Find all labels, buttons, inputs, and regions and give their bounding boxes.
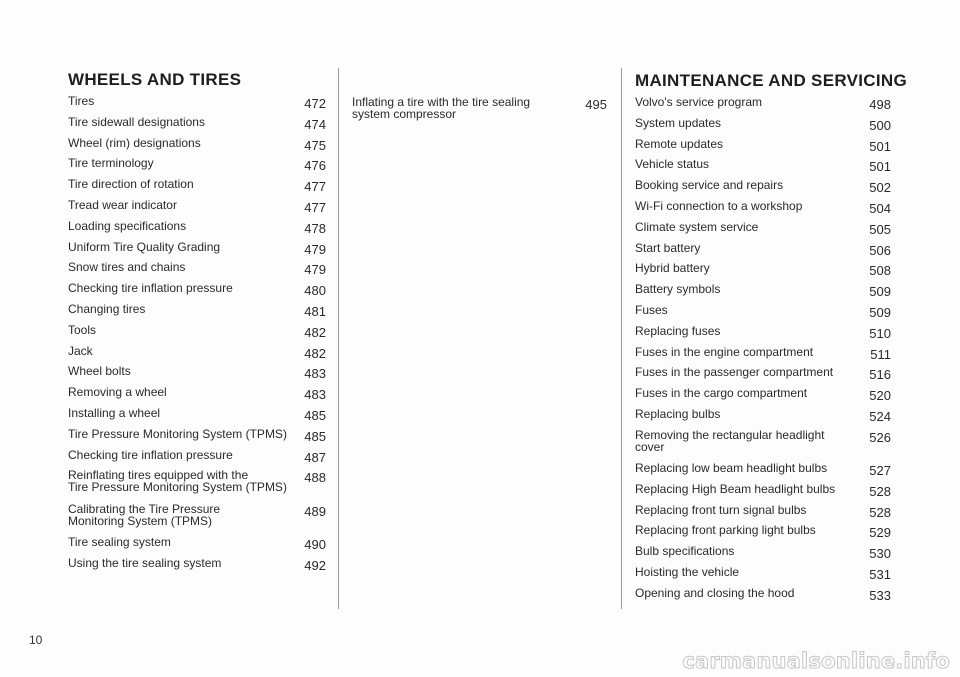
toc-entry-page: 481	[304, 303, 326, 319]
toc-entry-page: 478	[304, 220, 326, 236]
toc-entry-title: Replacing High Beam headlight bulbs	[635, 481, 836, 496]
toc-entry-page: 510	[869, 325, 891, 341]
toc-entry-title: System updates	[635, 115, 722, 130]
toc-entry-page: 530	[869, 546, 891, 562]
toc-entry[interactable]	[68, 469, 326, 502]
toc-entry-page: 495	[585, 97, 607, 112]
toc-entry[interactable]	[68, 220, 326, 241]
toc-entry-title: Vehicle status	[635, 157, 710, 172]
toc-entry-title: Snow tires and chains	[68, 260, 186, 275]
toc-entry-page: 533	[869, 587, 891, 603]
toc-entry-title: Hybrid battery	[635, 261, 710, 276]
toc-entry[interactable]	[68, 345, 326, 366]
toc-entry[interactable]	[635, 387, 891, 408]
toc-entry-title: Loading specifications	[68, 218, 187, 233]
toc-entry-title: Start battery	[635, 240, 701, 255]
toc-entry-page: 474	[304, 116, 326, 132]
toc-entry-page: 511	[870, 346, 891, 362]
toc-entry-title: Opening and closing the hood	[635, 585, 795, 600]
toc-entry-title: Checking tire inflation pressure	[68, 447, 233, 462]
toc-entry[interactable]	[68, 95, 326, 116]
toc-entry[interactable]	[68, 137, 326, 158]
toc-entry-title: Calibrating the Tire Pressure Monitoring System (TPMS)	[68, 501, 221, 528]
toc-entry-title: Fuses in the engine compartment	[635, 344, 814, 359]
toc-entry-title: Booking service and repairs	[635, 178, 784, 193]
toc-entry[interactable]	[68, 536, 326, 557]
toc-entry-title: Replacing low beam headlight bulbs	[635, 461, 828, 476]
toc-entry-title: Replacing front parking light bulbs	[635, 523, 816, 538]
toc-entry-page: 500	[869, 117, 891, 133]
toc-entry-title: Replacing bulbs	[635, 406, 721, 421]
toc-entry-page: 528	[869, 504, 891, 520]
toc-entry-title: Fuses in the passenger compartment	[635, 365, 834, 380]
toc-entry[interactable]	[68, 282, 326, 303]
toc-entry-title: Tires	[68, 94, 95, 108]
toc-entry[interactable]	[68, 116, 326, 137]
toc-entry-page: 524	[869, 408, 891, 424]
toc-entry[interactable]	[68, 449, 326, 470]
toc-entry-page: 504	[869, 200, 891, 216]
toc-entry-page: 526	[869, 429, 891, 445]
toc-entry-page: 528	[869, 483, 891, 499]
toc-entry[interactable]	[635, 179, 891, 200]
toc-entry[interactable]	[635, 462, 891, 483]
toc-entry-title: Using the tire sealing system	[68, 555, 222, 570]
toc-entry[interactable]	[68, 157, 326, 178]
toc-list-maintenance	[635, 96, 891, 608]
toc-entry-page: 485	[304, 428, 326, 444]
toc-entry-page: 490	[304, 536, 326, 552]
toc-entry[interactable]	[635, 408, 891, 429]
toc-entry-title: Wheel (rim) designations	[68, 135, 201, 150]
toc-entry[interactable]	[68, 261, 326, 282]
toc-entry-title: Volvo's service program	[635, 95, 763, 109]
toc-entry-title: Wheel bolts	[68, 364, 131, 379]
toc-entry[interactable]	[68, 407, 326, 428]
toc-entry[interactable]	[68, 303, 326, 324]
toc-entry[interactable]	[635, 200, 891, 221]
toc-entry-page: 508	[869, 263, 891, 279]
toc-entry-title: Tire sealing system	[68, 534, 171, 549]
toc-entry[interactable]	[635, 138, 891, 159]
toc-entry-title: Replacing front turn signal bulbs	[635, 502, 807, 517]
toc-list-wheels-and-tires	[68, 95, 326, 578]
toc-entry-title: Tire sidewall designations	[68, 114, 205, 129]
toc-entry-page: 483	[304, 387, 326, 403]
toc-entry-page: 485	[304, 407, 326, 423]
toc-entry-title: Bulb specifications	[635, 544, 735, 559]
column-divider	[621, 68, 622, 609]
toc-entry-title: Fuses	[635, 302, 668, 317]
toc-entry-page: 480	[304, 283, 326, 299]
toc-entry-page: 516	[869, 367, 891, 383]
toc-entry-title: Wi-Fi connection to a workshop	[635, 198, 803, 213]
toc-entry-page: 501	[869, 138, 891, 154]
toc-entry-title: Tire Pressure Monitoring System (TPMS)	[68, 426, 287, 441]
toc-entry-page: 477	[304, 179, 326, 195]
toc-entry-title: Changing tires	[68, 301, 146, 316]
toc-entry-page: 479	[304, 262, 326, 278]
toc-entry[interactable]	[635, 304, 891, 325]
toc-entry-page: 479	[304, 241, 326, 257]
toc-entry-page: 501	[869, 159, 891, 175]
toc-entry[interactable]	[68, 386, 326, 407]
toc-entry-title: Battery symbols	[635, 282, 721, 297]
toc-entry-title: Checking tire inflation pressure	[68, 281, 233, 296]
toc-entry-page: 498	[869, 97, 891, 112]
column-divider	[338, 68, 339, 609]
toc-entry-title: Inflating a tire with the tire sealing system compressor	[352, 95, 531, 121]
toc-entry-title: Installing a wheel	[68, 405, 161, 420]
toc-entry[interactable]	[68, 557, 326, 578]
toc-entry-page: 529	[869, 525, 891, 541]
toc-entry-page: 482	[304, 345, 326, 361]
toc-entry[interactable]	[68, 503, 326, 536]
page-number: 10	[29, 633, 43, 647]
watermark-logo: carmanualsonline.info	[682, 649, 950, 673]
toc-entry-page: 531	[869, 567, 891, 583]
toc-entry[interactable]	[635, 117, 891, 138]
toc-entry-title: Tread wear indicator	[68, 197, 177, 212]
toc-entry-page: 506	[869, 242, 891, 258]
toc-entry[interactable]	[635, 283, 891, 304]
toc-entry-page: 487	[304, 449, 326, 465]
toc-entry-page: 509	[869, 284, 891, 300]
toc-entry[interactable]	[635, 242, 891, 263]
toc-entry[interactable]	[635, 429, 891, 462]
toc-entry[interactable]	[635, 262, 891, 283]
toc-entry-page: 492	[304, 557, 326, 573]
toc-entry[interactable]	[635, 325, 891, 346]
toc-entry-page: 477	[304, 199, 326, 215]
section-title-wheels-and-tires: WHEELS AND TIRES	[68, 70, 242, 89]
toc-entry[interactable]	[68, 199, 326, 220]
toc-entry-page: 472	[304, 96, 326, 111]
toc-entry[interactable]	[635, 566, 891, 587]
toc-entry-page: 509	[869, 304, 891, 320]
toc-entry[interactable]	[635, 524, 891, 545]
toc-entry-page: 475	[304, 137, 326, 153]
toc-entry-title: Remote updates	[635, 136, 724, 151]
toc-entry[interactable]	[635, 504, 891, 525]
toc-entry-title: Climate system service	[635, 219, 759, 234]
toc-entry[interactable]	[635, 221, 891, 242]
toc-list-continued	[352, 96, 607, 129]
toc-entry-title: Jack	[68, 343, 93, 358]
toc-entry[interactable]	[68, 428, 326, 449]
toc-entry[interactable]	[635, 96, 891, 117]
section-title-maintenance-and-servicing: MAINTENANCE AND SERVICING	[635, 71, 907, 90]
toc-entry-title: Fuses in the cargo compartment	[635, 386, 808, 401]
toc-entry-page: 520	[869, 388, 891, 404]
toc-entry-title: Removing the rectangular headlight cover	[635, 427, 825, 454]
toc-entry[interactable]	[352, 96, 607, 129]
toc-entry-page: 482	[304, 324, 326, 340]
toc-entry-page: 489	[304, 503, 326, 519]
toc-entry[interactable]	[68, 324, 326, 345]
toc-entry-page: 476	[304, 158, 326, 174]
toc-entry-page: 483	[304, 366, 326, 382]
toc-entry[interactable]	[68, 178, 326, 199]
toc-entry[interactable]	[635, 366, 891, 387]
toc-entry-title: Tire direction of rotation	[68, 177, 194, 192]
toc-entry[interactable]	[635, 483, 891, 504]
toc-entry-page: 502	[869, 180, 891, 196]
toc-entry-title: Tools	[68, 322, 97, 337]
toc-entry-title: Hoisting the vehicle	[635, 565, 740, 580]
toc-entry[interactable]	[635, 158, 891, 179]
toc-entry-page: 488	[304, 470, 326, 486]
toc-entry-title: Removing a wheel	[68, 385, 167, 400]
toc-entry-title: Reinflating tires equipped with the Tire Pressure Monitoring System (TPMS)	[68, 468, 287, 495]
toc-entry[interactable]	[635, 587, 891, 608]
toc-entry[interactable]	[635, 545, 891, 566]
toc-entry-page: 505	[869, 221, 891, 237]
toc-entry-page: 527	[869, 463, 891, 479]
toc-entry-title: Replacing fuses	[635, 323, 721, 338]
toc-entry-title: Tire terminology	[68, 156, 154, 171]
toc-entry[interactable]	[68, 241, 326, 262]
toc-entry[interactable]	[635, 346, 891, 367]
toc-entry[interactable]	[68, 365, 326, 386]
toc-entry-title: Uniform Tire Quality Grading	[68, 239, 221, 254]
